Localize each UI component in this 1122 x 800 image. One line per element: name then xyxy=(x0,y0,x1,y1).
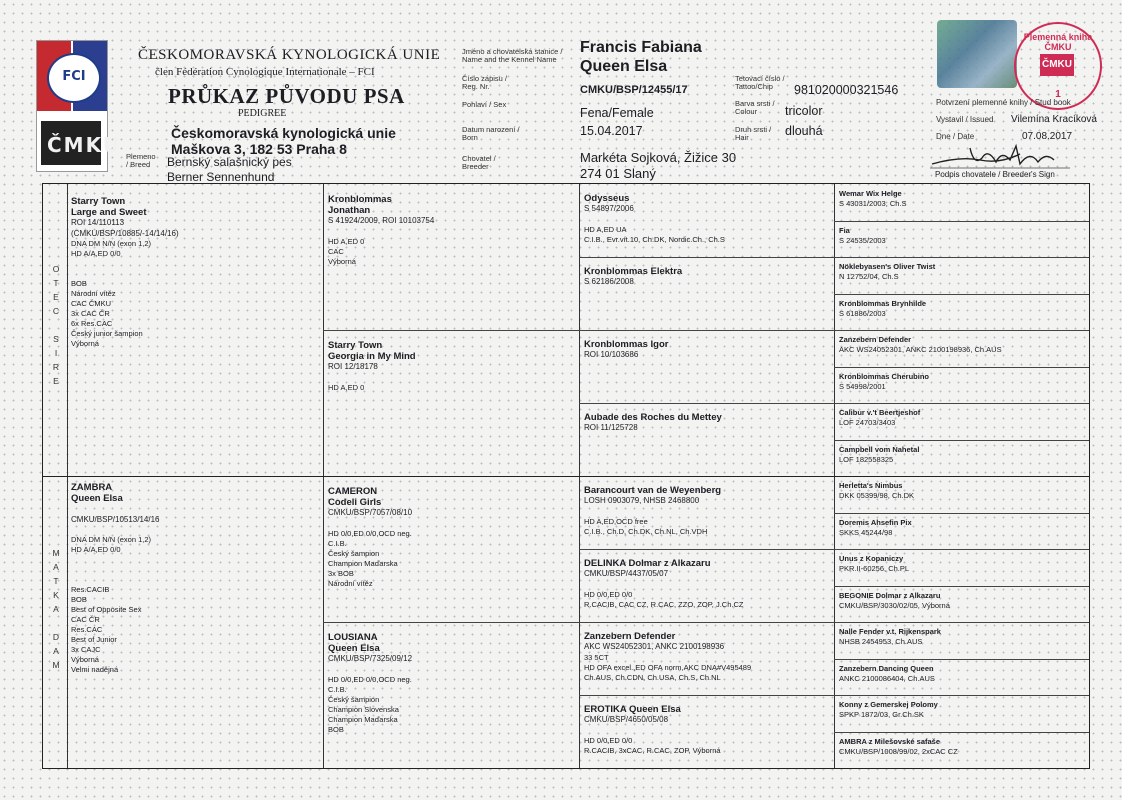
info-line: R.CACIB, CAC CZ, R.CAC, ZZO, ZOP, J.Ch.CZ xyxy=(584,599,744,609)
cmku-logo: FCI ČMKU xyxy=(36,40,108,172)
dog-name: Wemar Wix Helge xyxy=(839,189,902,198)
breed-label: Plemeno / Breed xyxy=(126,152,156,169)
reg-number: S 62186/2008 xyxy=(584,277,634,286)
grandparent-cell xyxy=(328,632,573,735)
great-grandparent-cell xyxy=(584,704,829,756)
info-line: HD A,ED 0 xyxy=(328,236,365,246)
kennel-name: Jonathan xyxy=(328,205,371,216)
great-grandparent-cell xyxy=(584,631,829,683)
dog-name: Kronblommas Cherubino xyxy=(839,371,930,381)
hologram-seal xyxy=(937,20,1017,88)
dog-name: LOUSIANA xyxy=(328,632,378,643)
info-line xyxy=(584,580,829,590)
reg-number: CMKU/BSP/7057/08/10 xyxy=(328,508,413,517)
dam-side-label xyxy=(47,546,65,672)
great-grandparent-cell xyxy=(584,485,829,537)
dog-name: Herletta's Nimbus xyxy=(839,481,903,490)
great-grandparent-cell xyxy=(584,193,829,245)
breeder-sign-label: Podpis chovatele / Breeder's Sign xyxy=(935,170,1055,179)
ancestor-cell xyxy=(839,188,1084,210)
info-line: C.I.B., Evr.vít.10, Ch.DK, Nordic.Ch., Ch.S xyxy=(584,234,725,244)
dog-name: Starry Town xyxy=(328,340,383,351)
grandparent-cell xyxy=(328,194,573,267)
colour-value: tricolor xyxy=(785,104,823,118)
sire_label-letter: S xyxy=(53,334,59,344)
grandparent-cell xyxy=(328,340,573,393)
info-line xyxy=(71,555,316,565)
info-line: CAC xyxy=(328,246,344,256)
dam_label-letter: A xyxy=(53,604,59,614)
dog-name: Francis Fabiana Queen Elsa xyxy=(580,39,702,75)
ancestor-cell xyxy=(839,334,1084,356)
dog-name: Aubade des Roches du Mettey xyxy=(584,412,722,423)
reg-number: N 12752/04, Ch.S xyxy=(839,272,899,281)
info-line: HD 0/0,ED 0/0 xyxy=(584,589,633,599)
chip-value: 981020000321546 xyxy=(794,83,899,97)
kennel-name: Queen Elsa xyxy=(328,643,380,654)
info-line: Výborná xyxy=(71,655,99,664)
info-line: Výborná xyxy=(71,339,99,348)
dog-name: Zanzebern Defender xyxy=(839,335,912,344)
great-grandparent-cell xyxy=(584,558,829,610)
info-line xyxy=(71,575,316,585)
info-line: HD A/A,ED 0/0 xyxy=(71,249,121,258)
info-line xyxy=(584,507,829,517)
grandparent-cell xyxy=(328,486,573,589)
sire_label-letter: T xyxy=(53,278,59,288)
sire_label-letter: R xyxy=(52,362,60,372)
info-line: HD A,ED 0 xyxy=(328,382,365,392)
reg-number: CMKU/BSP/12455/17 xyxy=(580,84,688,96)
sire_label-letter: I xyxy=(54,348,58,358)
info-line: Výborná xyxy=(328,256,356,266)
dog-name: BEGONIE Dolmar z Alkazaru xyxy=(839,590,941,600)
dog-name: Starry Town xyxy=(71,196,126,207)
info-line: 6x Res.CAC xyxy=(71,319,113,328)
dog-name: Kronblommas Elektra xyxy=(584,266,683,277)
info-line xyxy=(328,665,573,675)
info-line: DNA DM N/N (exon 1,2) xyxy=(71,535,152,544)
info-line: HD 0/0,ED 0/0 xyxy=(584,735,633,745)
info-line xyxy=(584,215,829,225)
ancestor-cell xyxy=(839,261,1084,283)
name-label: Jméno a chovatelská stanice / Name and the Kennel Name xyxy=(462,47,563,64)
dam_label-letter: D xyxy=(52,632,60,642)
sire_label-letter: O xyxy=(52,264,60,274)
ancestor-cell xyxy=(839,298,1084,320)
dog-name: Odysseus xyxy=(584,193,630,204)
info-line: Best of Junior xyxy=(71,635,117,644)
dam_label-letter xyxy=(47,616,65,630)
org-name-bold: Českomoravská kynologická unie xyxy=(171,125,396,141)
info-line: Best of Opposite Sex xyxy=(71,605,142,614)
kennel-name: Codeli Girls xyxy=(328,497,382,508)
dog-name: DELINKA Dolmar z Alkazaru xyxy=(584,558,711,569)
info-line: Český šampion xyxy=(328,694,380,704)
reg-number: S 41924/2009, ROI 10103754 xyxy=(328,216,435,225)
reg-number: CMKU/BSP/7325/09/12 xyxy=(328,654,413,663)
fci-member: člen Fédération Cynologique Internationale – FCI xyxy=(155,66,375,78)
breeder-value: Markéta Sojková, Žižice 30 274 01 Slaný xyxy=(580,150,737,181)
reg-number: LOF 182558325 xyxy=(839,454,894,464)
sire_label-letter xyxy=(47,318,65,332)
info-line: 33 5CT xyxy=(584,652,609,662)
ancestor-cell xyxy=(839,626,1084,648)
dam_label-letter: A xyxy=(53,646,59,656)
org-name: ČESKOMORAVSKÁ KYNOLOGICKÁ UNIE xyxy=(138,47,441,63)
dam-cell xyxy=(71,482,316,675)
info-line: C.I.B. xyxy=(328,538,347,548)
hair-value: dlouhá xyxy=(785,124,823,138)
reg-number: CMKU/BSP/4650/05/08 xyxy=(584,715,669,724)
reg-number: S 54998/2001 xyxy=(839,381,886,391)
studbook-label: Potvrzení plemenné knihy / Stud book xyxy=(936,98,1071,107)
info-line: HD A,ED,OCD free xyxy=(584,516,648,526)
info-line xyxy=(71,259,316,269)
dog-name: Calibur v.'t Beertjeshof xyxy=(839,408,921,417)
info-line xyxy=(71,525,316,535)
born-value: 15.04.2017 xyxy=(580,124,643,138)
info-line: CAC ČR xyxy=(71,615,100,624)
kennel-name: Georgia in My Mind xyxy=(328,351,416,362)
reg-number: AKC WS24052301, ANKC 2100198936, Ch.AUS xyxy=(839,345,1002,354)
date-value: 07.08.2017 xyxy=(1022,131,1073,142)
studbook-stamp: Plemenná kniha ČMKU ČMKU 1 xyxy=(1014,22,1102,110)
reg-number: ANKC 2100086404, Ch.AUS xyxy=(839,673,935,683)
info-line: BOB xyxy=(328,724,344,734)
info-line: BOB xyxy=(71,595,87,604)
info-line: 3x CAC ČR xyxy=(71,309,110,318)
dog-name: ZAMBRA xyxy=(71,482,113,493)
great-grandparent-cell xyxy=(584,266,829,288)
sire_label-letter: C xyxy=(52,306,60,316)
fci-globe-icon: FCI xyxy=(47,53,101,103)
info-line: Champion Maďarska xyxy=(328,558,398,568)
reg-number: ROI 14/110113 xyxy=(71,218,125,227)
info-line: 3x BOB xyxy=(328,568,354,578)
ancestor-cell xyxy=(839,517,1084,539)
reg-number: SPKP 1872/03, Gr.Ch.SK xyxy=(839,710,924,719)
dog-name: Konny z Gemerskej Polomy xyxy=(839,700,938,709)
dog-name: Kronblommas Brynhilde xyxy=(839,298,927,308)
dog-name: Fia xyxy=(839,225,850,235)
reg-number: S 24535/2003 xyxy=(839,235,886,245)
dog-name: Unus z Kopaniczy xyxy=(839,554,904,563)
date-label: Dne / Date xyxy=(936,132,975,141)
reg-number-2: CMKU/BSP/10513/14/16 xyxy=(71,514,160,524)
reg-number: SKKS 45244/98 xyxy=(839,527,893,537)
info-line: C.I.B., Ch.D, Ch.DK, Ch.NL, Ch.VDH xyxy=(584,526,708,536)
dam_label-letter: M xyxy=(52,548,60,558)
dog-name: Nöklebyasen's Oliver Twist xyxy=(839,262,936,271)
sex-value: Fena/Female xyxy=(580,106,654,120)
breed-en: Berner Sennenhund xyxy=(167,170,275,184)
ancestor-cell xyxy=(839,225,1084,247)
info-line xyxy=(71,565,316,575)
reg-number: DKK 05399/98, Ch.DK xyxy=(839,491,915,500)
signature xyxy=(930,138,1070,170)
reg-number: PKR.II-60256, Ch.PL xyxy=(839,564,910,573)
chip-label: Tetovací číslo / Tattoo/Chip xyxy=(735,74,785,91)
info-line: Ch.AUS, Ch.CDN, Ch.USA, Ch.S, Ch.NL xyxy=(584,672,721,682)
info-line xyxy=(71,269,316,279)
breeder-label: Chovatel / Breeder xyxy=(462,154,496,171)
sex-label: Pohlaví / Sex xyxy=(462,100,507,109)
ancestor-cell xyxy=(839,371,1084,393)
great-grandparent-cell xyxy=(584,339,829,361)
dog-name: Zanzebern Defender xyxy=(584,631,676,642)
info-line: Velmi nadějná xyxy=(71,665,119,674)
reg-number: ROI 10/103686 xyxy=(584,350,639,359)
sire_label-letter: E xyxy=(53,376,59,386)
dam_label-letter: M xyxy=(52,660,60,670)
born-label: Datum narození / Born xyxy=(462,125,520,142)
document-subtitle: PEDIGREE xyxy=(238,108,287,119)
dam_label-letter: T xyxy=(53,576,59,586)
reg-number: LOSH 0903079, NHSB 2468800 xyxy=(584,496,700,505)
info-line: HD A,ED UA xyxy=(584,224,627,234)
info-line: 3x CAJC xyxy=(71,645,101,654)
info-line: Res.CACIB xyxy=(71,585,110,594)
dog-name: Kronblommas Igor xyxy=(584,339,669,350)
info-line: R.CACIB, 3xCAC, R.CAC, ZOP, Výborná xyxy=(584,745,721,755)
info-line: Český šampion xyxy=(328,548,380,558)
dog-name: Zanzebern Dancing Queen xyxy=(839,663,934,673)
info-line xyxy=(584,726,829,736)
info-line xyxy=(328,227,573,237)
reg-number: ROI 11/125728 xyxy=(584,423,638,432)
dog-name: EROTIKA Queen Elsa xyxy=(584,704,681,715)
dam_label-letter: K xyxy=(53,590,59,600)
ancestor-cell xyxy=(839,663,1084,685)
reg-number-2: (CMKU/BSP/10885/-14/14/16) xyxy=(71,228,179,238)
ancestor-cell xyxy=(839,699,1084,721)
dog-name: Kronblommas xyxy=(328,194,392,205)
dog-name: Barancourt van de Weyenberg xyxy=(584,485,722,496)
ancestor-cell xyxy=(839,736,1084,758)
pedigree-table xyxy=(42,183,1090,769)
org-address: Maškova 3, 182 53 Praha 8 xyxy=(171,141,347,157)
info-line: Champion Slovenska xyxy=(328,704,399,714)
hair-label: Druh srsti / Hair xyxy=(735,125,772,142)
sire_label-letter: E xyxy=(53,292,59,302)
info-line: Res.CAC xyxy=(71,625,103,634)
reg-number: S 61886/2003 xyxy=(839,308,886,318)
issued-value: Vilemína Kracíková xyxy=(1011,114,1097,125)
ancestor-cell xyxy=(839,590,1084,612)
reg-number: NHSB 2454953, Ch.AUS xyxy=(839,637,923,646)
info-line: Champion Maďarska xyxy=(328,714,398,724)
reg-number: AKC WS24052301, ANKC 2100198936 xyxy=(584,642,725,651)
info-line: Český junior šampion xyxy=(71,329,143,338)
reg-number xyxy=(71,504,316,515)
reg-number: CMKU/BSP/4437/05/07 xyxy=(584,569,669,578)
colour-label: Barva srsti / Colour xyxy=(735,99,775,116)
info-line: HD OFA excel.,ED OFA norm,AKC DNA#V495489 xyxy=(584,662,752,672)
sire-cell xyxy=(71,196,316,349)
ancestor-cell xyxy=(839,407,1084,429)
reg-number: CMKU/BSP/1008/99/02, 2xCAC CZ xyxy=(839,746,958,756)
info-line: C.I.B. xyxy=(328,684,347,694)
ancestor-cell xyxy=(839,444,1084,466)
info-line: BOB xyxy=(71,279,87,288)
reg-label: Číslo zápisu / Reg. Nr. xyxy=(462,74,508,91)
dog-name: Campbell vom Nahetal xyxy=(839,444,920,454)
info-line: DNA DM N/N (exon 1,2) xyxy=(71,239,152,248)
dog-name: CAMERON xyxy=(328,486,378,497)
sire-side-label xyxy=(47,262,65,388)
document-title: PRŮKAZ PŮVODU PSA xyxy=(168,84,405,108)
dog-name: AMBRA z Milešovské safaše xyxy=(839,736,941,746)
dog-name: Doremis Ahsefin Pix xyxy=(839,517,912,527)
ancestor-cell xyxy=(839,480,1084,502)
kennel-name: Queen Elsa xyxy=(71,493,123,504)
reg-number: LOF 24703/3403 xyxy=(839,418,896,427)
info-line: CAC ČMKU xyxy=(71,299,112,308)
info-line xyxy=(328,373,573,383)
great-grandparent-cell xyxy=(584,412,829,434)
dog-name: Nalle Fender v.t. Rijkenspark xyxy=(839,627,941,636)
reg-number: S 54897/2006 xyxy=(584,204,634,213)
kennel-name: Large and Sweet xyxy=(71,207,147,218)
info-line: HD 0/0,ED 0/0,OCD neg. xyxy=(328,528,412,538)
reg-number: ROI 12/18178 xyxy=(328,362,378,371)
reg-number: S 43031/2003, Ch.S xyxy=(839,199,907,208)
reg-number: CMKU/BSP/3030/02/05, Výborná xyxy=(839,600,950,610)
info-line: Národní vítěz xyxy=(328,578,373,588)
info-line: HD 0/0,ED 0/0,OCD neg. xyxy=(328,674,412,684)
info-line xyxy=(328,519,573,529)
breed-cz: Bernský salašnický pes xyxy=(167,155,292,169)
dam_label-letter: A xyxy=(53,562,59,572)
info-line: Národní vítěz xyxy=(71,289,116,298)
info-line: HD A/A,ED 0/0 xyxy=(71,545,121,554)
issued-label: Vystavil / Issued xyxy=(936,115,994,124)
ancestor-cell xyxy=(839,553,1084,575)
